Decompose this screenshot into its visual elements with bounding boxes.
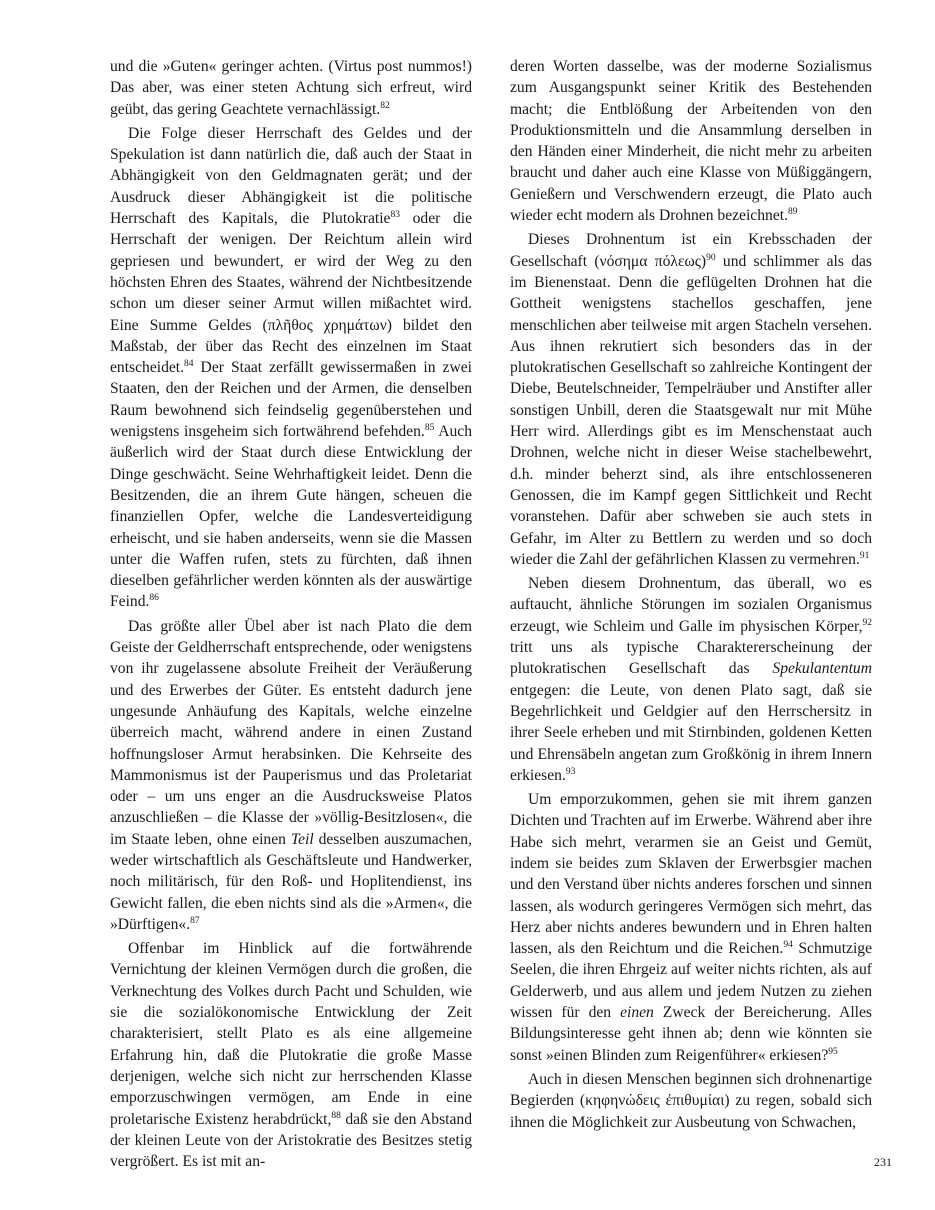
paragraph — [510, 789, 872, 1066]
footnote-ref: 92 — [862, 617, 872, 628]
emphasis: Spekulantentum — [772, 660, 872, 678]
paragraph-text: oder die Herrschaft der wenigen. Der Reichtum allein wird gepriesen und bewundert, er wird der Weg zu den höchsten Ehren des Staates, während der Nichtbesitzende schon um dieser seiner Armut willen mißachtet wird. Eine Summe Geldes (πλῆθος χρημάτων) bildet den Maßstab, der über das Recht des einzelnen im Staat entscheidet. — [110, 210, 472, 377]
paragraph-text: tritt uns als typische Charaktererscheinung der plutokratischen Gesellschaft das — [510, 639, 872, 678]
right-column — [510, 56, 872, 1136]
footnote-ref: 90 — [706, 252, 716, 263]
paragraph-text: entgegen: die Leute, von denen Plato sagt, daß sie Begehrlichkeit und Geldgier auf den Herrschersitz in ihrer Seele erheben und mit Stirnbinden, goldenen Ketten und Ehrensäbeln angetan zum Großkönig in ihrem Innern erkiesen. — [510, 681, 872, 784]
paragraph — [510, 573, 872, 786]
footnote-ref: 84 — [184, 359, 194, 370]
paragraph-text: Zweck der Bereicherung. Alles Bildungsinteresse geht ihnen ab; denn wie könnten sie sonst »einen Blinden zum Reigenführer« erkiesen? — [510, 1004, 872, 1064]
paragraph — [510, 1069, 872, 1133]
footnote-ref: 88 — [331, 1110, 341, 1121]
paragraph-text: Schmutzige Seelen, die ihren Ehrgeiz auf weiter nichts richten, als auf Gelderwerb, und aus allem und jedem Nutzen zu ziehen wissen für den — [510, 940, 872, 1022]
footnote-ref: 95 — [828, 1046, 838, 1057]
paragraph-text: Dieses Drohnentum ist ein Krebsschaden der Gesellschaft (νόσημα πόλεως) — [510, 231, 872, 270]
footnote-ref: 87 — [190, 915, 200, 926]
paragraph — [110, 123, 472, 613]
emphasis: Teil — [290, 830, 314, 848]
paragraph-text: deren Worten dasselbe, was der moderne Sozialismus zum Ausgangspunkt seiner Kritik des Bestehenden macht; die Entblößung der Arbeitenden von den Produktionsmitteln und die Ansammlung derselben in den Händen einer Minderheit, die nicht mehr zu arbeiten braucht und daher auch eine Klasse von Müßiggängern, Genießern und Verschwendern erzeugt, die Plato auch wieder echt modern als Drohnen bezeichnet. — [510, 58, 872, 225]
paragraph — [510, 56, 872, 226]
paragraph-text: Neben diesem Drohnentum, das überall, wo es auftaucht, ähnliche Störungen im sozialen Organismus erzeugt, wie Schleim und Galle im physischen Körper, — [510, 575, 872, 635]
paragraph-text: Das größte aller Übel aber ist nach Plato die dem Geiste der Geldherrschaft entsprechende, oder wenigstens von ihr zugelassene absolute Freiheit der Veräußerung und des Erwerbes der Güter. Es entsteht dadurch jene ungesunde Anhäufung des Kapitals, welche einzelne überreich macht, während andere in einen Zustand hoffnungsloser Armut herabsinken. Die Kehrseite des Mammonismus ist der Pauperismus und das Proletariat oder – um uns enger an die Ausdrucksweise Platos anzuschließen – die Klasse der »völlig-Besitzlosen«, die im Staate leben, ohne einen — [110, 617, 472, 848]
emphasis: einen — [620, 1004, 654, 1022]
paragraph-text: daß sie den Abstand der kleinen Leute von der Aristokratie des Besitzes stetig vergrößert. Es ist mit an- — [110, 1110, 472, 1171]
paragraph-text: Auch äußerlich wird der Staat durch diese Entwicklung der Dinge geschwächt. Seine Wehrhaftigkeit leidet. Denn die Besitzenden, die an ihrem Gute hängen, scheuen die finanziellen Opfer, welche die Landesverteidigung erheischt, und sie haben anderseits, wenn sie die Massen unter die Waffen rufen, stets zu fürchten, daß ihnen dieselben gefährlicher werden könnten als der auswärtige Feind. — [110, 423, 472, 611]
paragraph-text: und die »Guten« geringer achten. (Virtus post nummos!) Das aber, was einer steten Achtung sich erfreut, wird geübt, das gering Geachtete vernachlässigt. — [110, 58, 472, 118]
footnote-ref: 85 — [424, 423, 435, 434]
paragraph — [110, 56, 472, 120]
paragraph — [110, 938, 472, 1172]
paragraph-text: desselben auszumachen, weder wirtschaftlich als Geschäftsleute und Handwerker, noch militärisch, für den Roß- und Hoplitendienst, ins Gewicht fallen, die eben nichts sind als die »Armen«, die »Dürftigen«. — [110, 830, 472, 933]
page-number: 231 — [874, 1155, 892, 1169]
footnote-ref: 93 — [565, 766, 576, 777]
footnote-ref: 83 — [390, 210, 400, 221]
paragraph — [110, 616, 472, 935]
footnote-ref: 89 — [787, 207, 798, 218]
paragraph-text: Offenbar im Hinblick auf die fortwährende Vernichtung der kleinen Vermögen durch die großen, die Verknechtung des Volkes durch Pacht und Schulden, wie sie die sozialökonomische Entwicklung der Zeit charakterisiert, stellt Plato es als eine allgemeine Erfahrung hin, daß die Plutokratie die große Masse derjenigen, welche sich nicht zur herrschenden Klasse emporzuschwingen vermögen, am Ende in eine proletarische Existenz herabdrückt, — [110, 940, 472, 1128]
paragraph-text: Der Staat zerfällt gewissermaßen in zwei Staaten, den der Reichen und der Armen, die denselben Raum bewohnend sich feindselig gegenüberstehen und wenigstens insgeheim sich fortwährend befehden. — [110, 359, 472, 441]
paragraph-text: Die Folge dieser Herrschaft des Geldes und der Spekulation ist dann natürlich die, daß auch der Staat in Abhängigkeit von den Geldmagnaten gerät; und der Ausdruck dieser Abhängigkeit ist die politische Herrschaft des Kapitals, die Plutokratie — [110, 124, 472, 228]
footnote-ref: 82 — [380, 100, 390, 111]
paragraph-text: Um emporzukommen, gehen sie mit ihrem ganzen Dichten und Trachten auf im Erwerbe. Während aber ihre Habe sich mehrt, verarmen sie an Geist und Gemüt, indem sie beides zum Sklaven der Erwerbsgier machen und den Verstand über nichts anderes forschen und sinnen lassen, als wodurch geringeres Vermögen sich mehrt, das Herz aber nichts anderes bewundern und in Ehren halten lassen, als den Reichtum und die Reichen. — [510, 791, 872, 958]
left-column — [110, 56, 472, 1175]
paragraph — [510, 229, 872, 570]
paragraph-text: und schlimmer als das im Bienenstaat. Denn die geflügelten Drohnen hat die Gottheit wenigstens stachellos geschaffen, jene menschlichen aber teilweise mit argen Stacheln versehen. Aus ihnen rekrutiert sich besonders das in der plutokratischen Gesellschaft so zahlreiche Kontingent der Diebe, Beutelschneider, Tempelräuber und Anstifter aller sonstigen Unbill, deren die Staatsgewalt nur mit Mühe Herr wird. Allerdings gibt es im Menschenstaat auch Drohnen, welche nicht in dieser Weise stachelbewehrt, d.h. minder beherzt sind, als ihre entschlosseneren Genossen, die im Kampf gegen Sittlichkeit und Recht voranstehen. Dafür aber schweben sie auch stets in Gefahr, im Alter zu Bettlern zu werden und so doch wieder die Zahl der gefährlichen Klassen zu vermehren. — [510, 252, 872, 568]
footnote-ref: 86 — [149, 593, 159, 604]
paragraph-text: Auch in diesen Menschen beginnen sich drohnenartige Begierden (κηφηνώδεις ἐπιθυμίαι) zu regen, sobald sich ihnen die Möglichkeit zur Ausbeutung von Schwachen, — [510, 1070, 872, 1131]
footnote-ref: 94 — [783, 940, 793, 951]
footnote-ref: 91 — [859, 550, 870, 561]
